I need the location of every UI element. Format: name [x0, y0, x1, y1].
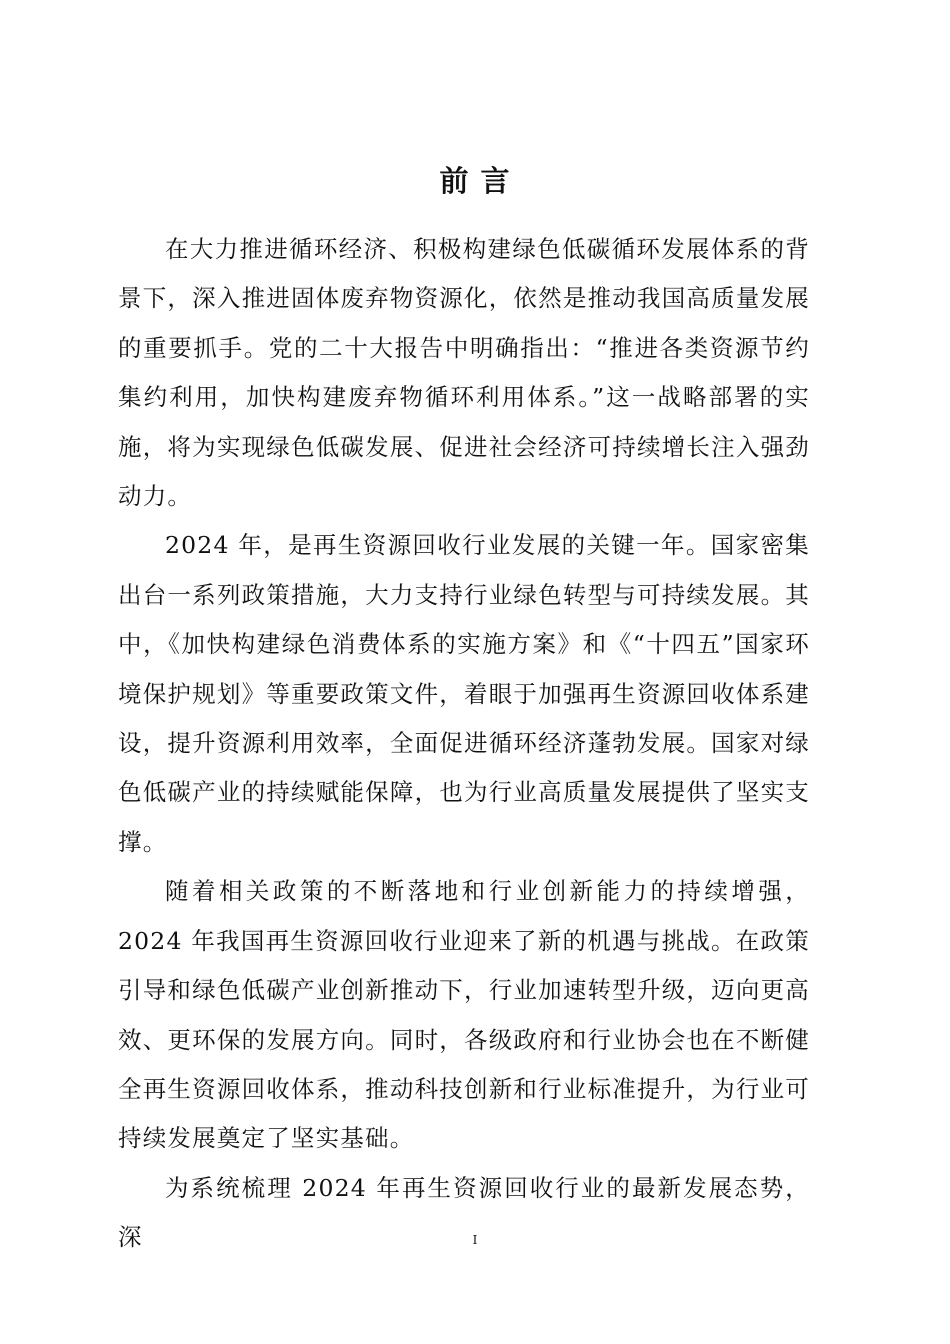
paragraph-4: 为系统梳理 2024 年再生资源回收行业的最新发展态势，深: [118, 1173, 810, 1252]
paragraph-2: 2024 年，是再生资源回收行业发展的关键一年。国家密集出台一系列政策措施，大力支持行业绿色转型与可持续发展。其中，《加快构建绿色消费体系的实施方案》和《“十四五”国家环境保护规划》等重要政策文件，着眼于加强再生资源回收体系建设，提升资源利用效率，全面促进循环经济蓬勃发展。国家对绿色低碳产业的持续赋能保障，也为行业高质量发展提供了坚实支撑。: [118, 531, 810, 856]
body-text: [118, 225, 810, 1263]
page-number: I: [472, 1233, 478, 1247]
page-title: 前 言: [439, 164, 511, 199]
paragraph-1: 在大力推进循环经济、积极构建绿色低碳循环发展体系的背景下，深入推进固体废弃物资源化，依然是推动我国高质量发展的重要抓手。党的二十大报告中明确指出：“推进各类资源节约集约利用，加快构建废弃物循环利用体系。”这一战略部署的实施，将为实现绿色低碳发展、促进社会经济可持续增长注入强劲动力。: [118, 235, 810, 511]
paragraph-3: 随着相关政策的不断落地和行业创新能力的持续增强，2024 年我国再生资源回收行业迎来了新的机遇与挑战。在政策引导和绿色低碳产业创新推动下，行业加速转型升级，迈向更高效、更环保的发展方向。同时，各级政府和行业协会也在不断健全再生资源回收体系，推动科技创新和行业标准提升，为行业可持续发展奠定了坚实基础。: [118, 877, 810, 1153]
